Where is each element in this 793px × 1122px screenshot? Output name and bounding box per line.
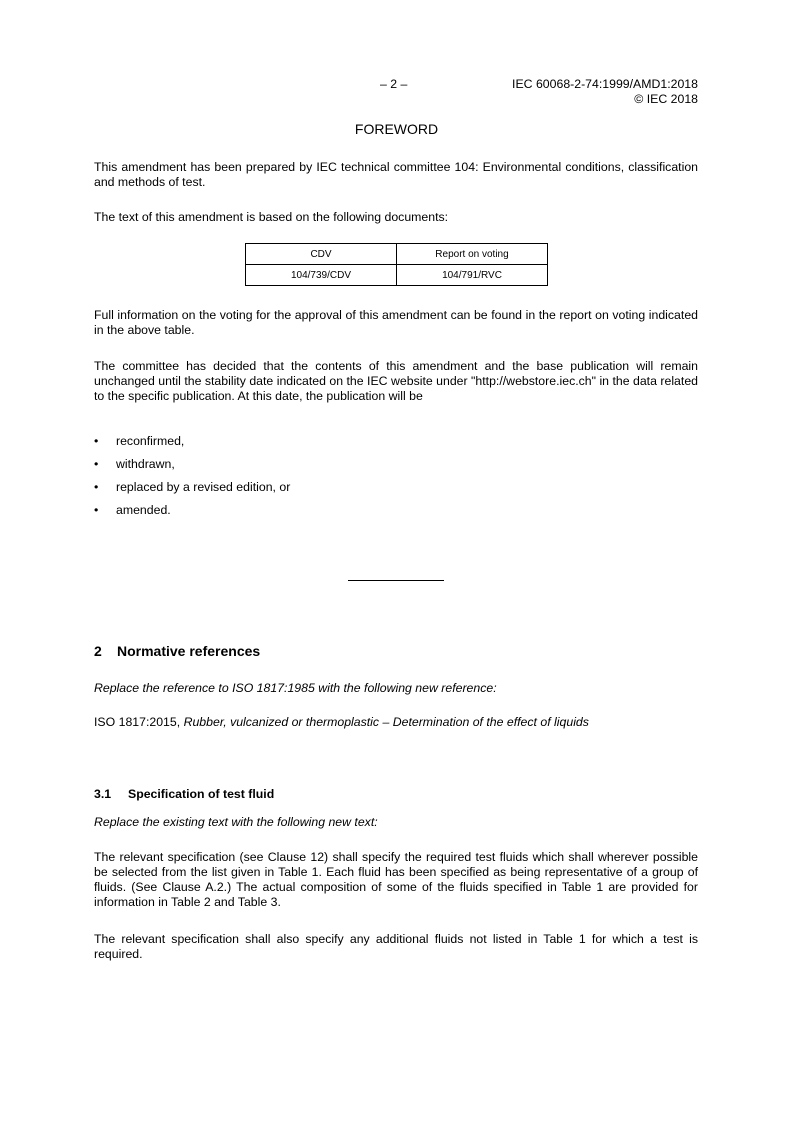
bullet-icon: • [94, 503, 99, 517]
foreword-paragraph-2: The text of this amendment is based on the following documents: [94, 210, 449, 224]
reference-code: ISO 1817:2015, [94, 715, 181, 729]
list-item: • amended. [94, 503, 171, 517]
list-item: • replaced by a revised edition, or [94, 480, 291, 494]
section-2-heading [94, 643, 260, 660]
section-title: Specification of test fluid [128, 787, 275, 801]
normative-reference [94, 715, 734, 730]
copyright: © IEC 2018 [634, 92, 698, 106]
table-cell: 104/791/RVC [397, 265, 548, 286]
foreword-title: FOREWORD [354, 121, 439, 137]
page-number: – 2 – [380, 77, 408, 91]
list-item: • reconfirmed, [94, 434, 185, 448]
section-3-1-paragraph-2: The relevant specification shall also specify any additional fluids not listed in Table 1 for which a test is required. [94, 932, 698, 961]
bullet-icon: • [94, 480, 99, 494]
section-title: Normative references [117, 643, 261, 659]
bullet-icon: • [94, 434, 99, 448]
section-3-1-heading [94, 787, 274, 802]
separator-line [348, 580, 444, 581]
foreword-paragraph-3: Full information on the voting for the approval of this amendment can be found in the report on voting indicated in the above table. [94, 308, 698, 337]
list-item: • withdrawn, [94, 457, 175, 471]
section-3-1-paragraph-1: The relevant specification (see Clause 12) shall specify the required test fluids which shall wherever possible be selected from the list given in Table 1. Each fluid has been specified as being representative of a group of fluids. (See Clause A.2.) The actual composition of some of the fluids specified in Table 1 are provided for information in Table 2 and Table 3. [94, 850, 698, 909]
table-row [246, 265, 548, 286]
bullet-icon: • [94, 457, 99, 471]
reference-title: Rubber, vulcanized or thermoplastic – Determination of the effect of liquids [183, 715, 589, 729]
foreword-paragraph-1: This amendment has been prepared by IEC technical committee 104: Environmental conditions, classification and methods of test. [94, 160, 698, 189]
voting-documents-table [245, 243, 548, 286]
table-header-cell: CDV [246, 244, 397, 265]
table-cell: 104/739/CDV [246, 265, 397, 286]
section-2-instruction: Replace the reference to ISO 1817:1985 with the following new reference: [94, 681, 497, 695]
document-id: IEC 60068-2-74:1999/AMD1:2018 [512, 77, 698, 91]
table-header-cell: Report on voting [397, 244, 548, 265]
section-number: 2 [94, 643, 102, 659]
foreword-paragraph-4: The committee has decided that the contents of this amendment and the base publication will remain unchanged until the stability date indicated on the IEC website under "http://webstore.iec.ch" in the data related to the specific publication. At this date, the publication will be [94, 359, 698, 403]
section-number: 3.1 [94, 787, 112, 801]
section-3-1-instruction: Replace the existing text with the following new text: [94, 815, 378, 829]
table-header-row [246, 244, 548, 265]
